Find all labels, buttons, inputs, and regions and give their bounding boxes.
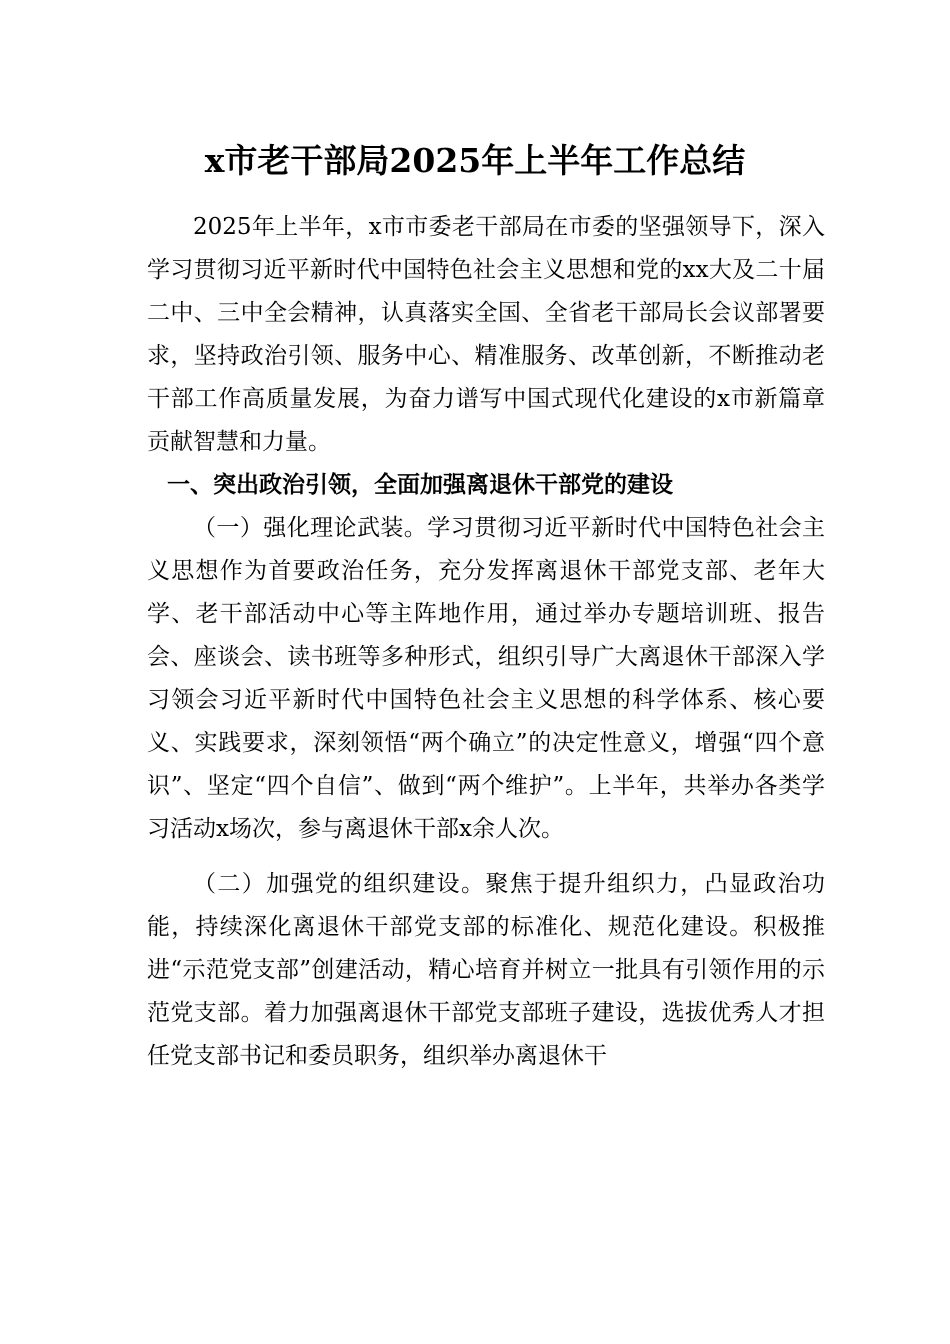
item-text: 聚焦于提升组织力，凸显政治功能，持续深化离退休干部党支部的标准化、规范化建设。积极推进“示范党支部”创建活动，精心培育并树立一批具有引领作用的示范党支部。着力加强离退休干部党支部班子建设，选拔优秀人才担任党支部书记和委员职务，组织举办离退休干 [147, 871, 826, 1069]
item-text: 学习贯彻习近平新时代中国特色社会主义思想作为首要政治任务，充分发挥离退休干部党支部、老年大学、老干部活动中心等主阵地作用，通过举办专题培训班、报告会、座谈会、读书班等多种形式，组织引导广大离退休干部深入学习领会习近平新时代中国特色社会主义思想的科学体系、核心要义、实践要求，深刻领悟“两个确立”的决定性意义，增强“四个意识”、坚定“四个自信”、做到“两个维护”。上半年，共举办各类学习活动x场次，参与离退休干部x余人次。 [147, 515, 826, 842]
section-item-1 [147, 507, 825, 851]
item-lead: （二）加强党的组织建设。 [193, 871, 486, 897]
item-lead: （一）强化理论武装。 [193, 515, 428, 541]
document-title: x市老干部局2025年上半年工作总结 [204, 141, 746, 180]
paragraph-gap [147, 851, 825, 863]
intro-paragraph: 2025年上半年，x市市委老干部局在市委的坚强领导下，深入学习贯彻习近平新时代中国特色社会主义思想和党的xx大及二十届二中、三中全会精神，认真落实全国、全省老干部局长会议部署要求，坚持政治引领、服务中心、精准服务、改革创新，不断推动老干部工作高质量发展，为奋力谱写中国式现代化建设的x市新篇章贡献智慧和力量。 [147, 214, 825, 455]
section-item-2 [147, 863, 825, 1078]
document-body [147, 206, 825, 1078]
section-heading: 一、突出政治引领，全面加强离退休干部党的建设 [167, 472, 673, 498]
